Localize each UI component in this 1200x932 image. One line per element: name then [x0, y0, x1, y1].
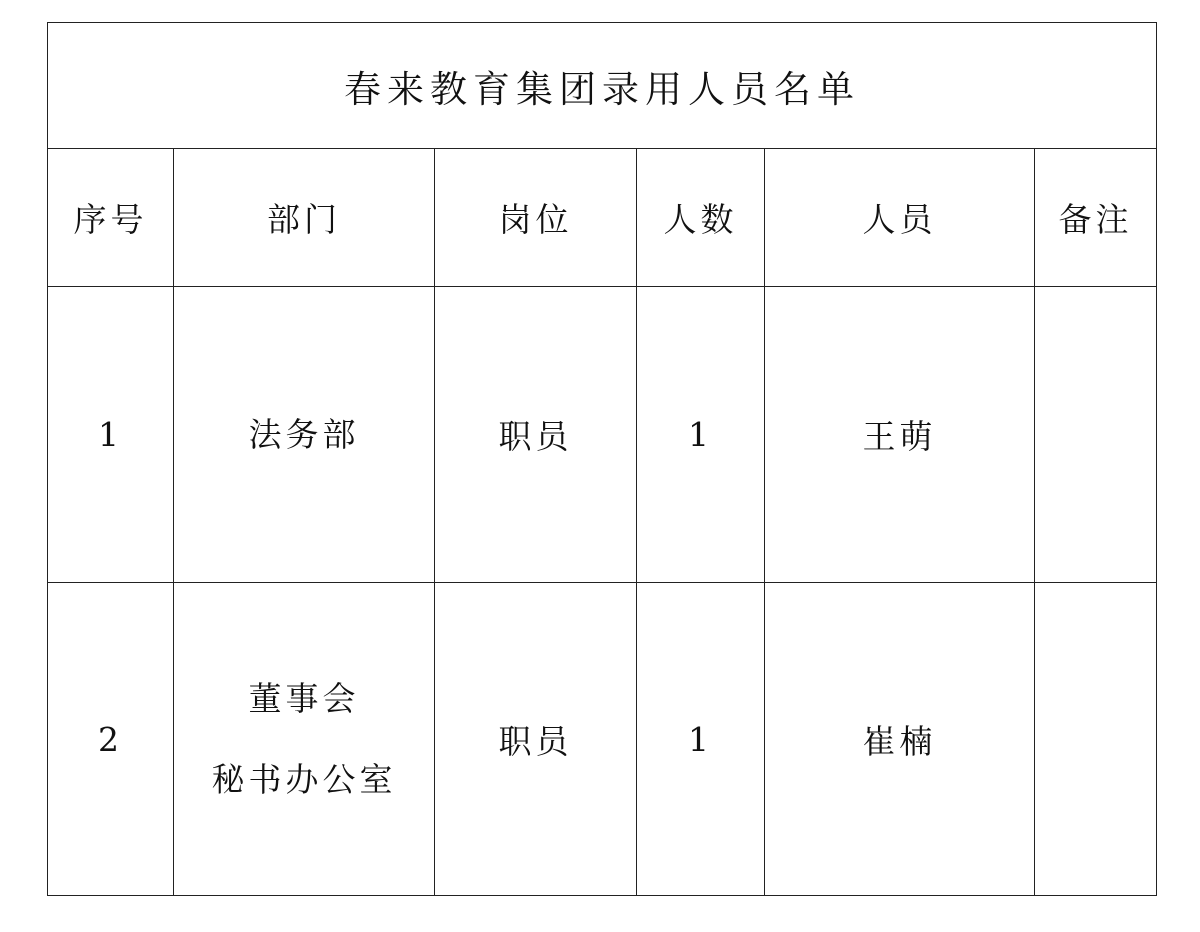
header-department: 部门: [174, 149, 435, 287]
department-line: 秘书办公室: [211, 760, 397, 799]
cell-department: [174, 583, 435, 896]
cell-index: 2: [48, 583, 174, 896]
cell-index: 1: [48, 287, 174, 583]
cell-department: [174, 287, 435, 583]
cell-person: 崔楠: [765, 583, 1035, 896]
cell-position: 职员: [435, 287, 637, 583]
cell-count: 1: [637, 583, 765, 896]
roster-table: [47, 22, 1157, 896]
document-sheet: [47, 22, 1156, 895]
cell-note: [1035, 583, 1157, 896]
header-row: [48, 149, 1157, 287]
table-row: [48, 287, 1157, 583]
header-count: 人数: [637, 149, 765, 287]
header-position: 岗位: [435, 149, 637, 287]
table-row: [48, 583, 1157, 896]
cell-person: 王萌: [765, 287, 1035, 583]
header-index: 序号: [48, 149, 174, 287]
department-line: 董事会: [248, 679, 360, 718]
header-note: 备注: [1035, 149, 1157, 287]
department-line: 法务部: [248, 415, 360, 454]
header-person: 人员: [765, 149, 1035, 287]
title-row: [48, 23, 1157, 149]
document-title: 春来教育集团录用人员名单: [48, 23, 1157, 149]
cell-note: [1035, 287, 1157, 583]
cell-count: 1: [637, 287, 765, 583]
cell-position: 职员: [435, 583, 637, 896]
